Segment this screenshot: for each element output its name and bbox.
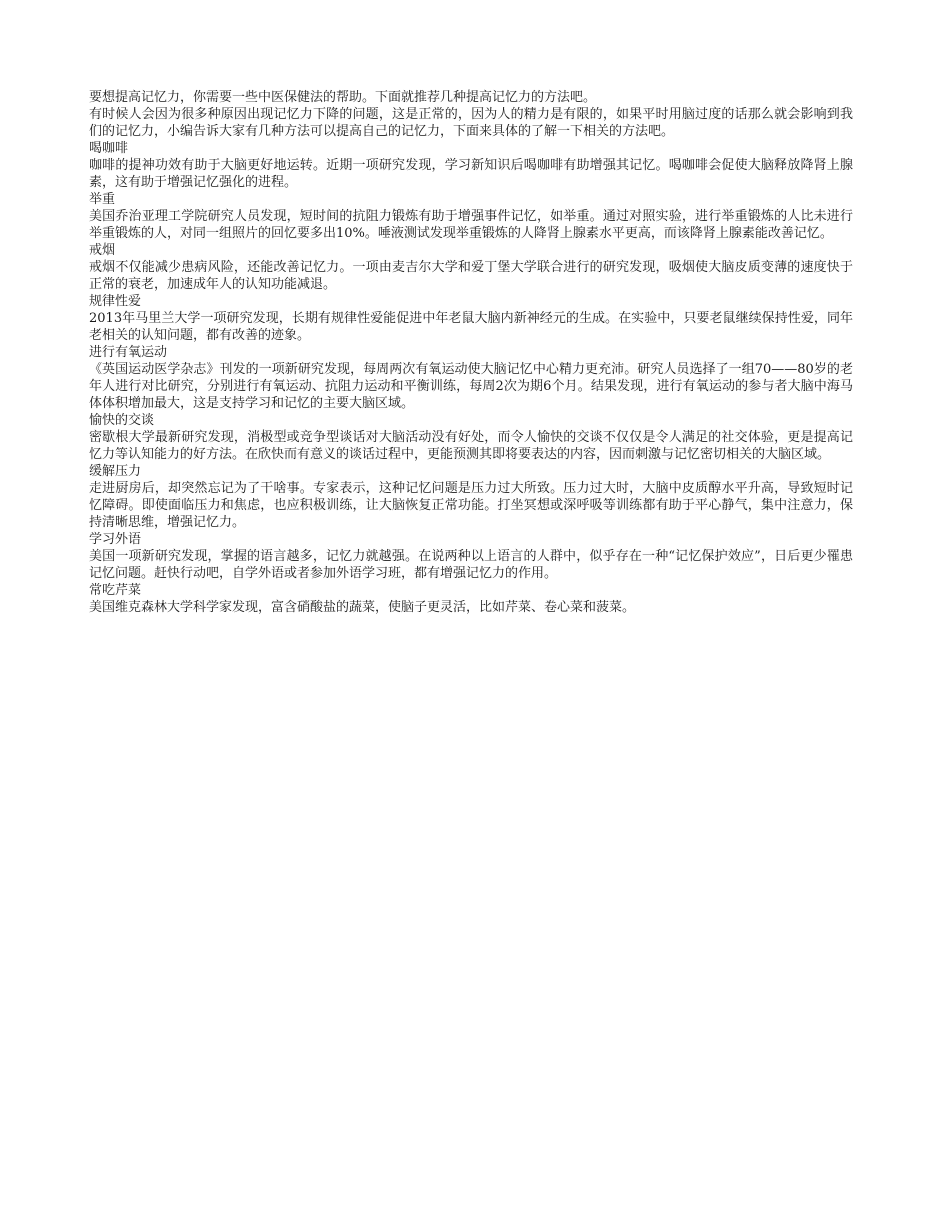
section-heading: 常吃芹菜 — [89, 583, 142, 598]
section-body: 美国一项新研究发现，掌握的语言越多，记忆力就越强。在说两种以上语言的人群中，似乎存在一种“记忆保护效应”，日后更少罹患记忆问题。赶快行动吧，自学外语或者参加外语学习班，都有增强记忆力的作用。 — [89, 549, 853, 581]
intro-paragraph: 有时候人会因为很多种原因出现记忆力下降的问题，这是正常的，因为人的精力是有限的，如果平时用脑过度的话那么就会影响到我们的记忆力，小编告诉大家有几种方法可以提高自己的记忆力，下面来具体的了解一下相关的方法吧。 — [89, 107, 853, 139]
article — [89, 89, 853, 616]
section-body: 美国维克森林大学科学家发现，富含硝酸盐的蔬菜，使脑子更灵活，比如芹菜、卷心菜和菠菜。 — [89, 600, 636, 615]
section-heading: 举重 — [89, 192, 116, 207]
section-body: 走进厨房后，却突然忘记为了干啥事。专家表示，这种记忆问题是压力过大所致。压力过大时，大脑中皮质醇水平升高，导致短时记忆障碍。即使面临压力和焦虑，也应积极训练，让大脑恢复正常功能。打坐冥想或深呼吸等训练都有助于平心静气，集中注意力，保持清晰思维，增强记忆力。 — [89, 481, 853, 530]
section-body: 美国乔治亚理工学院研究人员发现，短时间的抗阻力锻炼有助于增强事件记忆，如举重。通过对照实验，进行举重锻炼的人比未进行举重锻炼的人，对同一组照片的回忆要多出10%。唾液测试发现举重锻炼的人降肾上腺素水平更高，而该降肾上腺素能改善记忆。 — [89, 209, 853, 241]
section-heading: 缓解压力 — [89, 464, 142, 479]
section-heading: 戒烟 — [89, 243, 116, 258]
section-body: 咖啡的提神功效有助于大脑更好地运转。近期一项研究发现，学习新知识后喝咖啡有助增强其记忆。喝咖啡会促使大脑释放降肾上腺素，这有助于增强记忆强化的进程。 — [89, 158, 853, 190]
section-body: 2013年马里兰大学一项研究发现，长期有规律性爱能促进中年老鼠大脑内新神经元的生成。在实验中，只要老鼠继续保持性爱，同年老相关的认知问题，都有改善的迹象。 — [89, 311, 853, 343]
intro-paragraph: 要想提高记忆力，你需要一些中医保健法的帮助。下面就推荐几种提高记忆力的方法吧。 — [89, 90, 597, 105]
section-heading: 规律性爱 — [89, 294, 142, 309]
section-heading: 愉快的交谈 — [89, 413, 155, 428]
section-body: 密歇根大学最新研究发现，消极型或竞争型谈话对大脑活动没有好处，而令人愉快的交谈不仅仅是令人满足的社交体验，更是提高记忆力等认知能力的好方法。在欣快而有意义的谈话过程中，更能预测其即将要表达的内容，因而刺激与记忆密切相关的大脑区域。 — [89, 430, 853, 462]
section-body: 戒烟不仅能减少患病风险，还能改善记忆力。一项由麦吉尔大学和爱丁堡大学联合进行的研究发现，吸烟使大脑皮质变薄的速度快于正常的衰老，加速成年人的认知功能减退。 — [89, 260, 853, 292]
section-heading: 喝咖啡 — [89, 141, 129, 156]
section-heading: 进行有氧运动 — [89, 345, 168, 360]
section-body: 《英国运动医学杂志》刊发的一项新研究发现，每周两次有氧运动使大脑记忆中心精力更充沛。研究人员选择了一组70——80岁的老年人进行对比研究，分别进行有氧运动、抗阻力运动和平衡训练，每周2次为期6个月。结果发现，进行有氧运动的参与者大脑中海马体体积增加最大，这是支持学习和记忆的主要大脑区域。 — [89, 362, 853, 411]
section-heading: 学习外语 — [89, 532, 142, 547]
